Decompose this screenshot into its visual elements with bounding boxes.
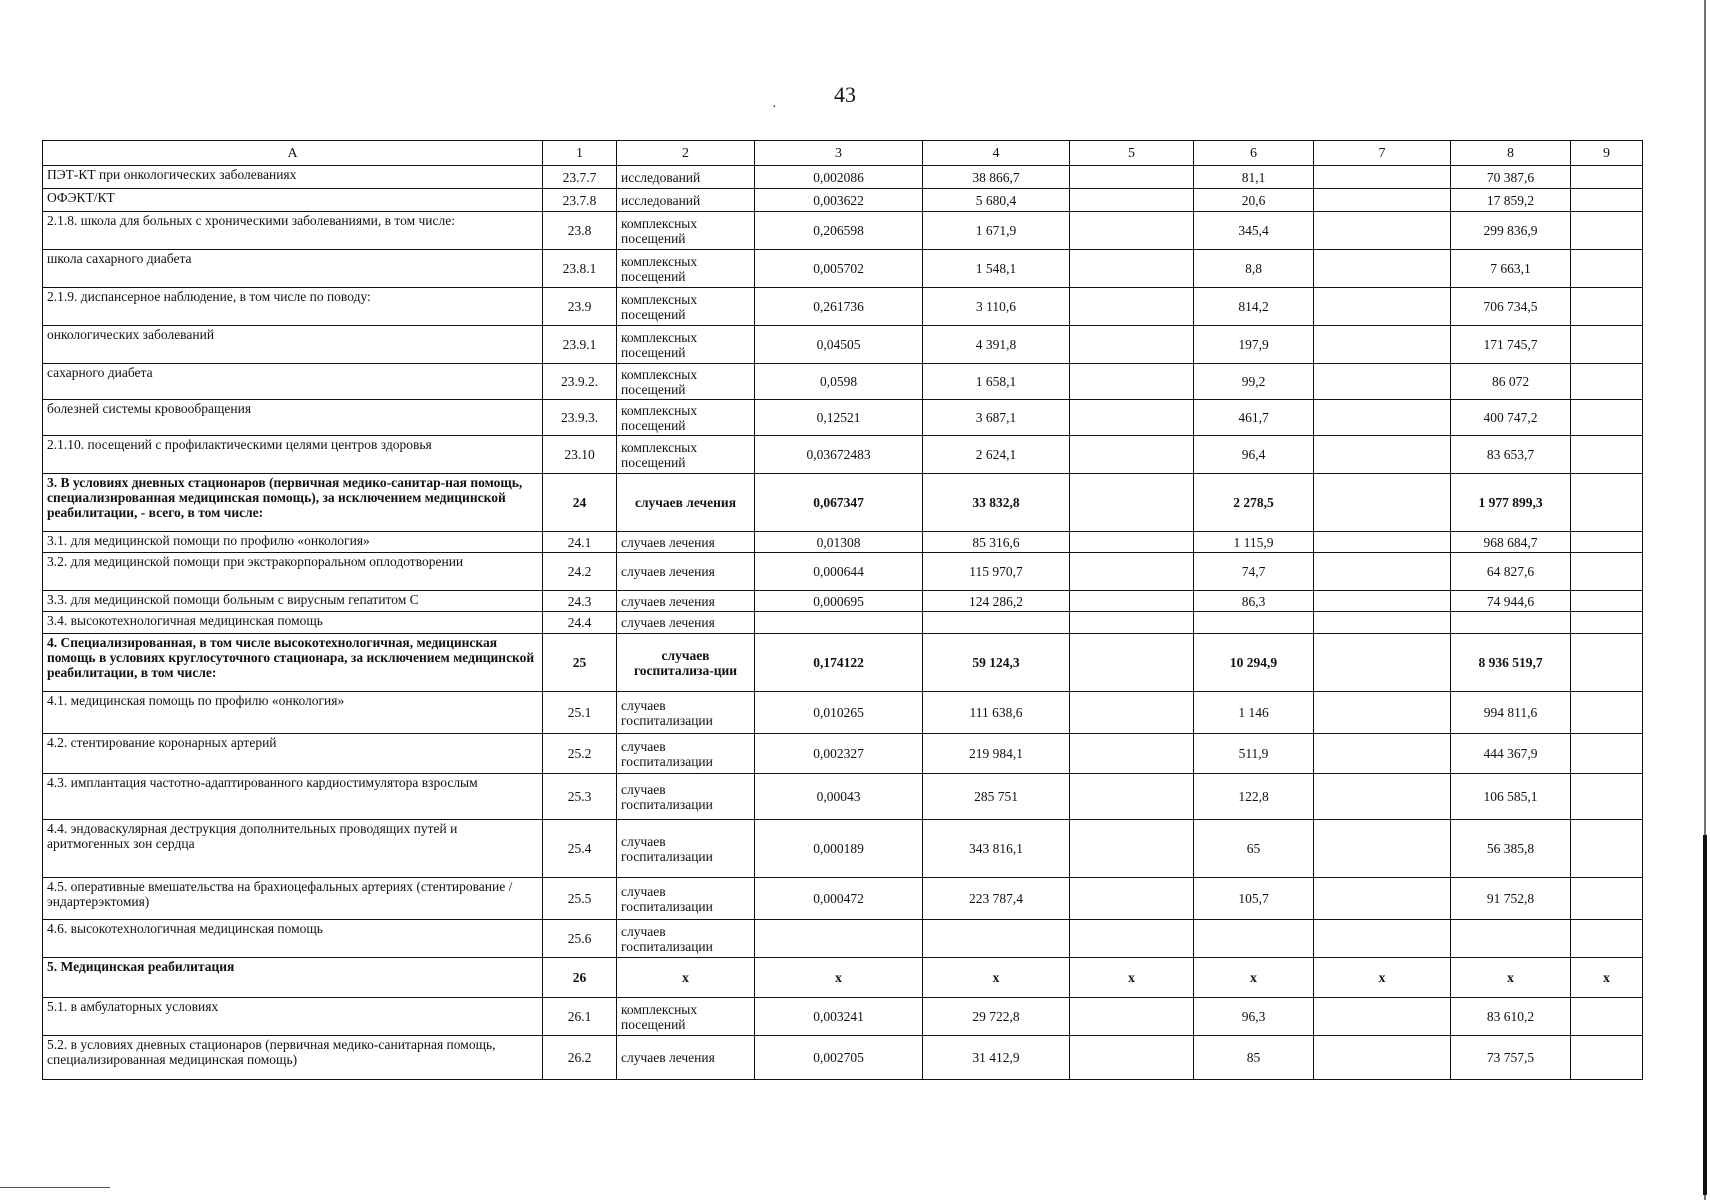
cell-col3: 0,003241 [755, 998, 923, 1036]
cell-col2: комплексных посещений [617, 326, 755, 364]
cell-col8: 106 585,1 [1451, 774, 1571, 820]
cell-col4: х [923, 958, 1070, 998]
table-row [43, 1036, 1643, 1080]
cell-col6 [1194, 920, 1314, 958]
cell-col5 [1070, 436, 1194, 474]
table-row [43, 326, 1643, 364]
cell-col6: 81,1 [1194, 166, 1314, 189]
cell-name: 4.2. стентирование коронарных артерий [43, 734, 543, 774]
cell-col9 [1571, 998, 1643, 1036]
table-row [43, 166, 1643, 189]
cell-col7 [1314, 920, 1451, 958]
cell-col8: 17 859,2 [1451, 189, 1571, 212]
cell-col8: 73 757,5 [1451, 1036, 1571, 1080]
table-row [43, 189, 1643, 212]
cell-col7 [1314, 400, 1451, 436]
cell-col8: 968 684,7 [1451, 532, 1571, 553]
cell-col1: 24.3 [543, 591, 617, 612]
cell-name: 4.3. имплантация частотно-адаптированного кардиостимулятора взрослым [43, 774, 543, 820]
cell-name: 4.1. медицинская помощь по профилю «онкология» [43, 692, 543, 734]
header-cell: 5 [1070, 141, 1194, 166]
cell-col9 [1571, 774, 1643, 820]
cell-col2: комплексных посещений [617, 400, 755, 436]
cell-col1: 25.4 [543, 820, 617, 878]
cell-name: 4.6. высокотехнологичная медицинская помощь [43, 920, 543, 958]
cell-col7 [1314, 774, 1451, 820]
cell-col1: 25.6 [543, 920, 617, 958]
cell-name: онкологических заболеваний [43, 326, 543, 364]
cell-name: 5. Медицинская реабилитация [43, 958, 543, 998]
cell-col1: 26.1 [543, 998, 617, 1036]
cell-col7 [1314, 250, 1451, 288]
cell-col3: 0,04505 [755, 326, 923, 364]
cell-col2: исследований [617, 166, 755, 189]
cell-col2: комплексных посещений [617, 212, 755, 250]
cell-col8: 994 811,6 [1451, 692, 1571, 734]
cell-col2: комплексных посещений [617, 288, 755, 326]
cell-col6: х [1194, 958, 1314, 998]
cell-col3: 0,03672483 [755, 436, 923, 474]
cell-col8: 8 936 519,7 [1451, 634, 1571, 692]
norms-table [42, 140, 1643, 1080]
cell-col9 [1571, 1036, 1643, 1080]
cell-col1: 26 [543, 958, 617, 998]
cell-col6: 1 146 [1194, 692, 1314, 734]
cell-col6: 1 115,9 [1194, 532, 1314, 553]
cell-col3: 0,261736 [755, 288, 923, 326]
cell-col9 [1571, 692, 1643, 734]
cell-col1: 23.9.1 [543, 326, 617, 364]
cell-col2: случаев госпитализации [617, 920, 755, 958]
cell-col3: 0,174122 [755, 634, 923, 692]
cell-col1: 24.1 [543, 532, 617, 553]
table-row [43, 958, 1643, 998]
cell-col4: 343 816,1 [923, 820, 1070, 878]
cell-col7 [1314, 364, 1451, 400]
table-row [43, 734, 1643, 774]
cell-col5 [1070, 591, 1194, 612]
cell-col8: 83 610,2 [1451, 998, 1571, 1036]
cell-col2: случаев госпитализации [617, 878, 755, 920]
cell-col8: 444 367,9 [1451, 734, 1571, 774]
cell-col5 [1070, 920, 1194, 958]
header-cell: 1 [543, 141, 617, 166]
cell-col4: 223 787,4 [923, 878, 1070, 920]
cell-col4: 1 548,1 [923, 250, 1070, 288]
header-cell: 8 [1451, 141, 1571, 166]
cell-col6: 197,9 [1194, 326, 1314, 364]
cell-col2: случаев госпитализации [617, 692, 755, 734]
cell-col7 [1314, 166, 1451, 189]
cell-col5 [1070, 212, 1194, 250]
cell-col9 [1571, 634, 1643, 692]
scan-edge-mark [1703, 835, 1707, 1195]
cell-col5 [1070, 532, 1194, 553]
cell-col8: 1 977 899,3 [1451, 474, 1571, 532]
cell-col6: 96,3 [1194, 998, 1314, 1036]
table-body [43, 141, 1643, 1080]
cell-col7 [1314, 1036, 1451, 1080]
header-cell: А [43, 141, 543, 166]
cell-col6: 86,3 [1194, 591, 1314, 612]
cell-col9 [1571, 553, 1643, 591]
cell-col9 [1571, 532, 1643, 553]
cell-col2: случаев лечения [617, 474, 755, 532]
table-row [43, 474, 1643, 532]
cell-col2: комплексных посещений [617, 998, 755, 1036]
cell-col5 [1070, 878, 1194, 920]
cell-col3: 0,005702 [755, 250, 923, 288]
cell-name: 2.1.8. школа для больных с хроническими заболеваниями, в том числе: [43, 212, 543, 250]
cell-col3: 0,002705 [755, 1036, 923, 1080]
cell-col1: 23.8 [543, 212, 617, 250]
cell-col6: 814,2 [1194, 288, 1314, 326]
cell-col7 [1314, 212, 1451, 250]
cell-col8: 83 653,7 [1451, 436, 1571, 474]
cell-name: 3.1. для медицинской помощи по профилю «онкология» [43, 532, 543, 553]
cell-col3: 0,003622 [755, 189, 923, 212]
cell-col3: 0,01308 [755, 532, 923, 553]
cell-col6: 8,8 [1194, 250, 1314, 288]
cell-col9 [1571, 364, 1643, 400]
cell-col7 [1314, 532, 1451, 553]
header-cell: 6 [1194, 141, 1314, 166]
cell-col6: 96,4 [1194, 436, 1314, 474]
cell-col4: 111 638,6 [923, 692, 1070, 734]
table-row [43, 692, 1643, 734]
cell-col9 [1571, 326, 1643, 364]
cell-name: ОФЭКТ/КТ [43, 189, 543, 212]
cell-col2: комплексных посещений [617, 364, 755, 400]
cell-col9 [1571, 436, 1643, 474]
cell-col4: 29 722,8 [923, 998, 1070, 1036]
cell-col6: 105,7 [1194, 878, 1314, 920]
cell-col1: 25 [543, 634, 617, 692]
cell-col1: 23.8.1 [543, 250, 617, 288]
header-cell: 3 [755, 141, 923, 166]
cell-col4: 285 751 [923, 774, 1070, 820]
cell-col7 [1314, 878, 1451, 920]
cell-col4: 4 391,8 [923, 326, 1070, 364]
cell-col2: х [617, 958, 755, 998]
cell-col2: комплексных посещений [617, 436, 755, 474]
cell-col5 [1070, 364, 1194, 400]
cell-col6: 65 [1194, 820, 1314, 878]
cell-col8 [1451, 920, 1571, 958]
cell-col8: 400 747,2 [1451, 400, 1571, 436]
cell-col5 [1070, 692, 1194, 734]
cell-col2: исследований [617, 189, 755, 212]
cell-col5 [1070, 734, 1194, 774]
cell-col4: 31 412,9 [923, 1036, 1070, 1080]
cell-name: болезней системы кровообращения [43, 400, 543, 436]
cell-col9 [1571, 591, 1643, 612]
cell-col9 [1571, 189, 1643, 212]
cell-name: 3.2. для медицинской помощи при экстракорпоральном оплодотворении [43, 553, 543, 591]
cell-col5 [1070, 166, 1194, 189]
page-number: 43 [834, 82, 856, 107]
cell-col6: 345,4 [1194, 212, 1314, 250]
cell-col2: комплексных посещений [617, 250, 755, 288]
cell-col7 [1314, 189, 1451, 212]
cell-col8: 86 072 [1451, 364, 1571, 400]
cell-col3: 0,002086 [755, 166, 923, 189]
cell-col7 [1314, 692, 1451, 734]
header-cell: 4 [923, 141, 1070, 166]
cell-col7 [1314, 634, 1451, 692]
cell-col8: 74 944,6 [1451, 591, 1571, 612]
cell-col6: 122,8 [1194, 774, 1314, 820]
table-row [43, 212, 1643, 250]
table-row [43, 820, 1643, 878]
header-cell: 7 [1314, 141, 1451, 166]
cell-col7 [1314, 998, 1451, 1036]
cell-col7 [1314, 734, 1451, 774]
cell-col4: 3 687,1 [923, 400, 1070, 436]
cell-col7 [1314, 288, 1451, 326]
cell-name: 4. Специализированная, в том числе высокотехнологичная, медицинская помощь в условиях круглосуточного стационара, за исключением медицинской реабилитации, в том числе: [43, 634, 543, 692]
cell-col9 [1571, 474, 1643, 532]
cell-col4: 33 832,8 [923, 474, 1070, 532]
cell-col9 [1571, 878, 1643, 920]
cell-col4: 1 671,9 [923, 212, 1070, 250]
cell-col3: 0,00043 [755, 774, 923, 820]
cell-name: 2.1.9. диспансерное наблюдение, в том числе по поводу: [43, 288, 543, 326]
cell-col3 [755, 612, 923, 634]
cell-name: 3.4. высокотехнологичная медицинская помощь [43, 612, 543, 634]
scan-dot: · [772, 100, 777, 115]
cell-col5 [1070, 189, 1194, 212]
cell-col4: 38 866,7 [923, 166, 1070, 189]
cell-col4: 1 658,1 [923, 364, 1070, 400]
table-row [43, 774, 1643, 820]
cell-col3: 0,12521 [755, 400, 923, 436]
cell-col9 [1571, 612, 1643, 634]
cell-col1: 25.2 [543, 734, 617, 774]
cell-name: 4.4. эндоваскулярная деструкция дополнительных проводящих путей и аритмогенных зон сердца [43, 820, 543, 878]
header-cell: 2 [617, 141, 755, 166]
cell-col1: 23.9.2. [543, 364, 617, 400]
header-row [43, 141, 1643, 166]
cell-col4: 115 970,7 [923, 553, 1070, 591]
cell-col3: х [755, 958, 923, 998]
cell-col9 [1571, 920, 1643, 958]
cell-col5 [1070, 612, 1194, 634]
cell-col5 [1070, 250, 1194, 288]
cell-col8: 64 827,6 [1451, 553, 1571, 591]
cell-col8: 91 752,8 [1451, 878, 1571, 920]
cell-col4: 3 110,6 [923, 288, 1070, 326]
cell-col3: 0,000189 [755, 820, 923, 878]
table-row [43, 634, 1643, 692]
cell-col5 [1070, 474, 1194, 532]
cell-col2: случаев госпитализа-ции [617, 634, 755, 692]
cell-col8: х [1451, 958, 1571, 998]
table-row [43, 288, 1643, 326]
cell-col9 [1571, 734, 1643, 774]
cell-col3: 0,000644 [755, 553, 923, 591]
cell-col6: 85 [1194, 1036, 1314, 1080]
cell-col3: 0,000695 [755, 591, 923, 612]
table-row [43, 998, 1643, 1036]
cell-col4: 59 124,3 [923, 634, 1070, 692]
cell-col5 [1070, 774, 1194, 820]
cell-col2: случаев лечения [617, 1036, 755, 1080]
cell-col7 [1314, 553, 1451, 591]
table-row [43, 250, 1643, 288]
cell-col5: х [1070, 958, 1194, 998]
cell-col9 [1571, 820, 1643, 878]
cell-col8 [1451, 612, 1571, 634]
cell-name: 5.2. в условиях дневных стационаров (первичная медико-санитарная помощь, специализированная медицинская помощь) [43, 1036, 543, 1080]
cell-col1: 25.5 [543, 878, 617, 920]
footer-rule [0, 1187, 110, 1188]
cell-col3: 0,067347 [755, 474, 923, 532]
cell-col4: 85 316,6 [923, 532, 1070, 553]
cell-name: 3. В условиях дневных стационаров (первичная медико-санитар-ная помощь, специализированная медицинская помощь), за исключением медицинской реабилитации, - всего, в том числе: [43, 474, 543, 532]
cell-col9 [1571, 288, 1643, 326]
cell-name: школа сахарного диабета [43, 250, 543, 288]
cell-col1: 26.2 [543, 1036, 617, 1080]
cell-col2: случаев лечения [617, 553, 755, 591]
cell-name: 5.1. в амбулаторных условиях [43, 998, 543, 1036]
cell-name: сахарного диабета [43, 364, 543, 400]
cell-col7 [1314, 326, 1451, 364]
table-row [43, 591, 1643, 612]
cell-col9 [1571, 166, 1643, 189]
cell-col6: 461,7 [1194, 400, 1314, 436]
cell-col3: 0,002327 [755, 734, 923, 774]
cell-name: 3.3. для медицинской помощи больным с вирусным гепатитом С [43, 591, 543, 612]
cell-col1: 23.9 [543, 288, 617, 326]
cell-col9 [1571, 250, 1643, 288]
cell-col8: 171 745,7 [1451, 326, 1571, 364]
cell-col5 [1070, 634, 1194, 692]
cell-col7: х [1314, 958, 1451, 998]
table-row [43, 436, 1643, 474]
cell-col9: х [1571, 958, 1643, 998]
cell-col4 [923, 612, 1070, 634]
cell-col5 [1070, 400, 1194, 436]
header-cell: 9 [1571, 141, 1643, 166]
cell-col6: 2 278,5 [1194, 474, 1314, 532]
cell-col7 [1314, 820, 1451, 878]
cell-col4: 219 984,1 [923, 734, 1070, 774]
cell-col3 [755, 920, 923, 958]
cell-col2: случаев лечения [617, 532, 755, 553]
cell-col5 [1070, 288, 1194, 326]
cell-col4: 5 680,4 [923, 189, 1070, 212]
cell-col4: 2 624,1 [923, 436, 1070, 474]
cell-col5 [1070, 998, 1194, 1036]
cell-col6 [1194, 612, 1314, 634]
cell-col1: 24 [543, 474, 617, 532]
table-row [43, 364, 1643, 400]
cell-name: ПЭТ-КТ при онкологических заболеваниях [43, 166, 543, 189]
table-row [43, 920, 1643, 958]
cell-col1: 25.3 [543, 774, 617, 820]
cell-col8: 299 836,9 [1451, 212, 1571, 250]
cell-col9 [1571, 400, 1643, 436]
cell-col2: случаев лечения [617, 612, 755, 634]
cell-col5 [1070, 553, 1194, 591]
cell-name: 4.5. оперативные вмешательства на брахиоцефальных артериях (стентирование / эндартерэктомия) [43, 878, 543, 920]
cell-col4: 124 286,2 [923, 591, 1070, 612]
cell-col7 [1314, 612, 1451, 634]
cell-col8: 70 387,6 [1451, 166, 1571, 189]
cell-col3: 0,000472 [755, 878, 923, 920]
cell-col8: 56 385,8 [1451, 820, 1571, 878]
cell-col4 [923, 920, 1070, 958]
cell-col6: 10 294,9 [1194, 634, 1314, 692]
cell-col1: 24.4 [543, 612, 617, 634]
cell-col8: 706 734,5 [1451, 288, 1571, 326]
cell-col7 [1314, 436, 1451, 474]
table-row [43, 553, 1643, 591]
cell-col2: случаев госпитализации [617, 774, 755, 820]
cell-col6: 99,2 [1194, 364, 1314, 400]
cell-name: 2.1.10. посещений с профилактическими целями центров здоровья [43, 436, 543, 474]
cell-col6: 74,7 [1194, 553, 1314, 591]
table-row [43, 532, 1643, 553]
cell-col6: 20,6 [1194, 189, 1314, 212]
cell-col9 [1571, 212, 1643, 250]
cell-col5 [1070, 1036, 1194, 1080]
table-row [43, 878, 1643, 920]
cell-col7 [1314, 591, 1451, 612]
cell-col2: случаев госпитализации [617, 734, 755, 774]
cell-col8: 7 663,1 [1451, 250, 1571, 288]
cell-col1: 23.7.8 [543, 189, 617, 212]
cell-col2: случаев госпитализации [617, 820, 755, 878]
cell-col3: 0,0598 [755, 364, 923, 400]
cell-col1: 23.10 [543, 436, 617, 474]
cell-col2: случаев лечения [617, 591, 755, 612]
cell-col5 [1070, 820, 1194, 878]
cell-col1: 25.1 [543, 692, 617, 734]
cell-col3: 0,010265 [755, 692, 923, 734]
cell-col1: 24.2 [543, 553, 617, 591]
cell-col1: 23.9.3. [543, 400, 617, 436]
table-row [43, 400, 1643, 436]
cell-col3: 0,206598 [755, 212, 923, 250]
table-row [43, 612, 1643, 634]
cell-col7 [1314, 474, 1451, 532]
cell-col5 [1070, 326, 1194, 364]
cell-col1: 23.7.7 [543, 166, 617, 189]
cell-col6: 511,9 [1194, 734, 1314, 774]
